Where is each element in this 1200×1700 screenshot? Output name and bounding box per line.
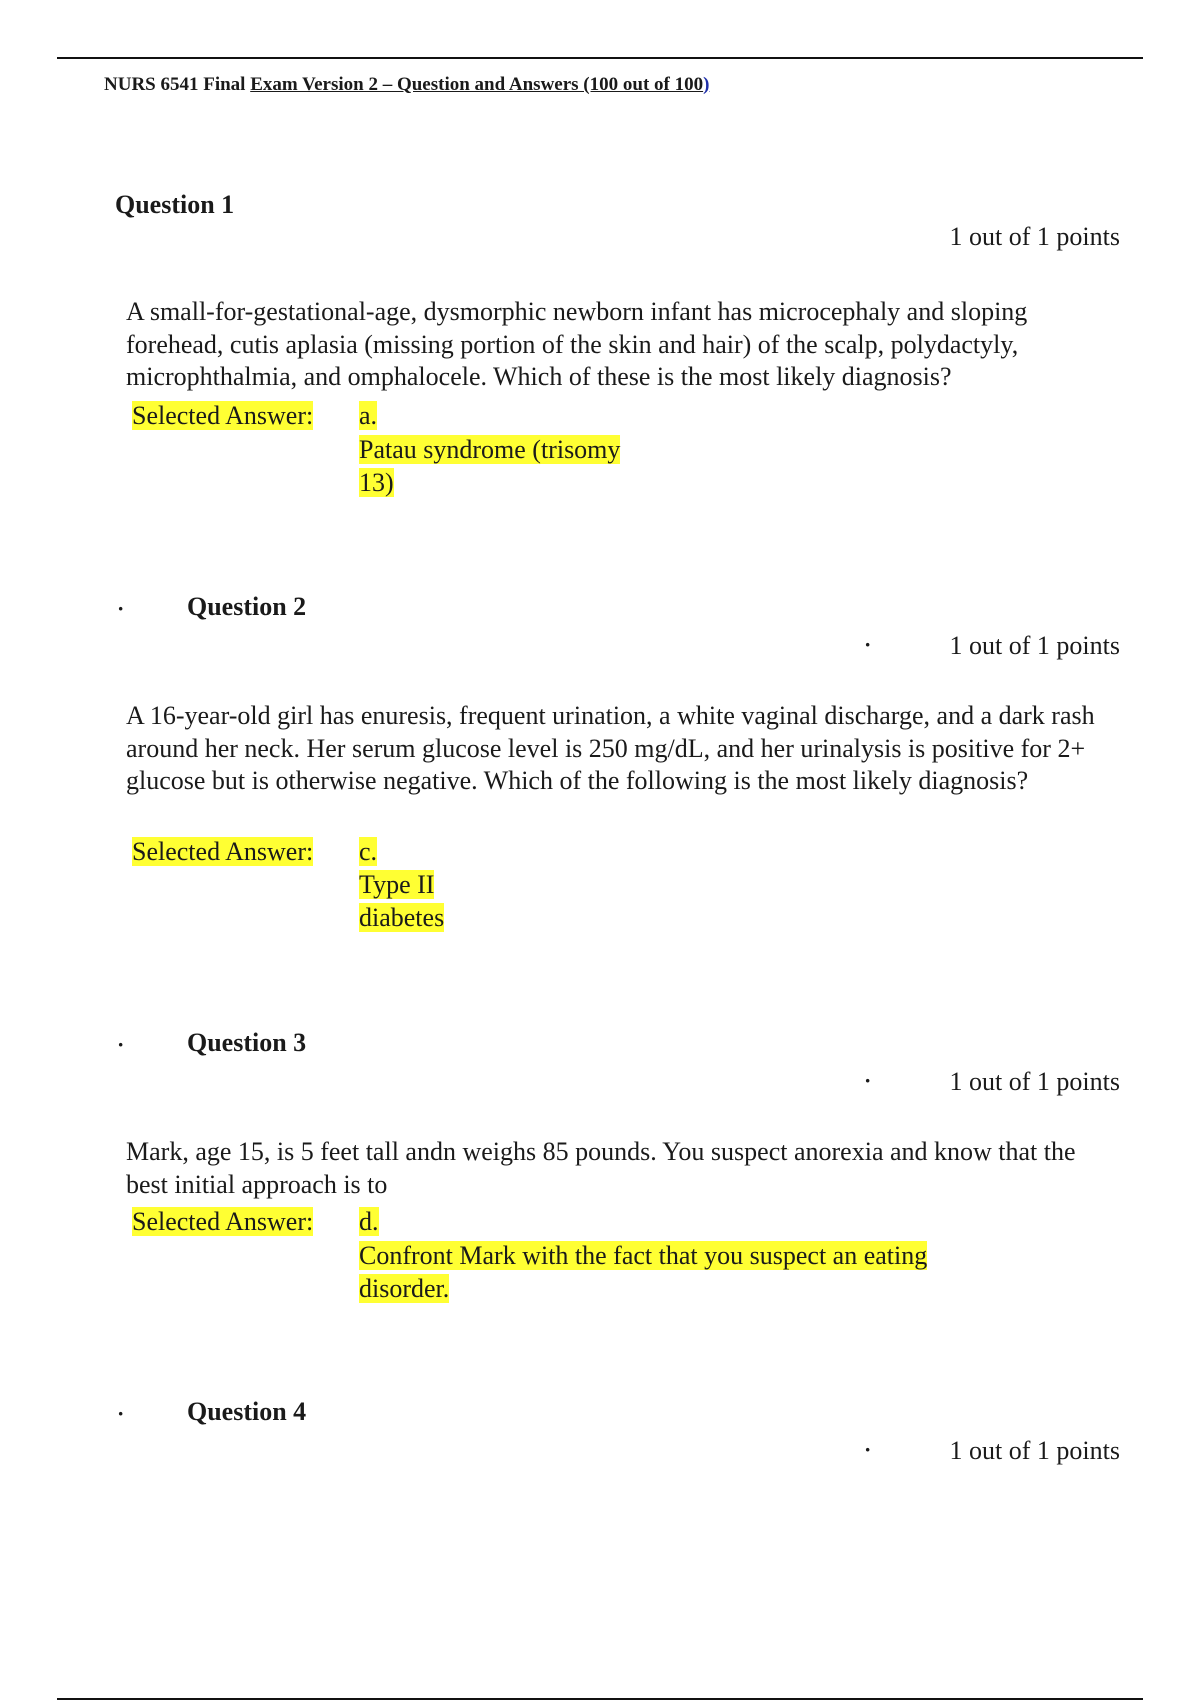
question-text: A small-for-gestational-age, dysmorphic newborn infant has microcephaly and sloping forehead, cutis aplasia (missing portion of the skin and hair) of the scalp, polydactyly, microphthalmia, and omphalocele. Which of these is the most likely diagnosis? bbox=[126, 297, 1028, 391]
points-score: 1 out of 1 points bbox=[949, 1067, 1120, 1096]
answer-line: Patau syndrome (trisomy bbox=[359, 435, 621, 464]
answer-letter: a. bbox=[359, 401, 378, 430]
selected-answer-label: Selected Answer: bbox=[132, 837, 314, 866]
question-title: Question 2 bbox=[187, 592, 307, 621]
question-title: Question 4 bbox=[187, 1397, 307, 1426]
question-title: Question 3 bbox=[187, 1028, 307, 1057]
bullet-icon: · bbox=[864, 632, 872, 657]
header-close-paren[interactable]: ) bbox=[703, 74, 710, 95]
answer-line: disorder. bbox=[359, 1273, 450, 1303]
selected-answer-label: Selected Answer: bbox=[132, 1207, 314, 1236]
question-text: Mark, age 15, is 5 feet tall andn weighs 85 pounds. You suspect anorexia and know that the best initial approach is to bbox=[126, 1137, 1076, 1199]
header-title: Exam Version 2 – Question and Answers (100 out of 100 bbox=[250, 74, 704, 95]
answer-line: 13) bbox=[359, 467, 394, 497]
selected-answer-label: Selected Answer: bbox=[132, 401, 314, 430]
points-score: 1 out of 1 points bbox=[949, 1436, 1120, 1465]
header-prefix: NURS 6541 Final bbox=[104, 74, 251, 95]
points-score: 1 out of 1 points bbox=[949, 631, 1120, 660]
document-header bbox=[104, 74, 709, 96]
answer-line: Confront Mark with the fact that you suspect an eating bbox=[359, 1241, 928, 1270]
bullet-icon: · bbox=[864, 1437, 872, 1462]
answer-line: Type II bbox=[359, 870, 435, 899]
answer-line: diabetes bbox=[359, 902, 445, 932]
answer-text bbox=[359, 434, 620, 499]
question-title: Question 1 bbox=[115, 190, 235, 219]
top-rule bbox=[57, 57, 1143, 59]
bullet-icon: · bbox=[117, 1032, 125, 1057]
bullet-icon: · bbox=[117, 596, 125, 621]
answer-letter: c. bbox=[359, 837, 378, 866]
bullet-icon: · bbox=[117, 1401, 125, 1426]
answer-text bbox=[359, 869, 444, 934]
answer-letter: d. bbox=[359, 1207, 379, 1236]
bullet-icon: · bbox=[864, 1068, 872, 1093]
points-score: 1 out of 1 points bbox=[949, 222, 1120, 251]
answer-text bbox=[359, 1240, 927, 1305]
question-text: A 16-year-old girl has enuresis, frequent urination, a white vaginal discharge, and a dark rash around her neck. Her serum glucose level is 250 mg/dL, and her urinalysis is positive for 2+ glucose but is otherwise negative. Which of the following is the most likely diagnosis? bbox=[126, 701, 1095, 795]
